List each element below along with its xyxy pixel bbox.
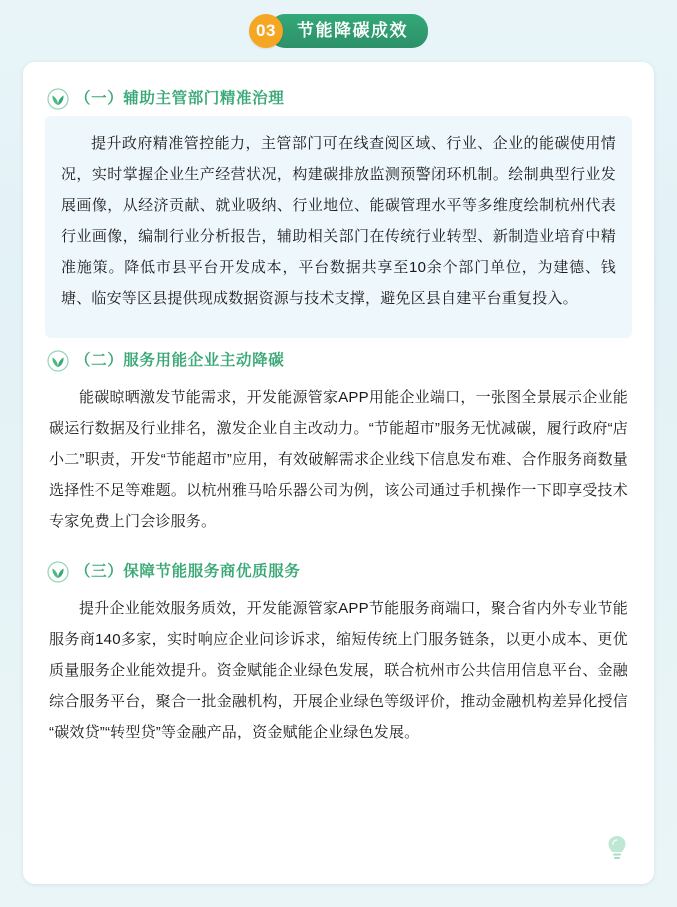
section-three-heading: （三）保障节能服务商优质服务 <box>75 563 301 580</box>
section-two <box>43 340 634 549</box>
leaf-icon <box>47 350 69 372</box>
page-title: 节能降碳成效 <box>269 14 428 48</box>
section-one-body-wrap <box>45 116 632 338</box>
section-three-header <box>43 551 634 589</box>
section-number-badge: 03 <box>249 14 283 48</box>
section-one-header <box>43 78 634 116</box>
lightbulb-icon <box>604 834 630 864</box>
section-two-body: 能碳晾晒激发节能需求，开发能源管家APP用能企业端口，一张图全景展示企业能碳运行数据及行业排名，激发企业自主改动力。“节能超市”服务无忧减碳，履行政府“店小二”职责，开发“节能超市”应用，有效破解需求企业线下信息发布难、合作服务商数量选择性不足等难题。以杭州雅马哈乐器公司为例，该公司通过手机操作一下即享受技术专家免费上门会诊服务。 <box>49 389 628 530</box>
section-two-header <box>43 340 634 378</box>
section-three <box>43 551 634 760</box>
section-two-heading: （二）服务用能企业主动降碳 <box>75 352 285 369</box>
leaf-icon <box>47 561 69 583</box>
section-one <box>43 78 634 338</box>
section-three-body: 提升企业能效服务质效，开发能源管家APP节能服务商端口，聚合省内外专业节能服务商140多家，实时响应企业问诊诉求，缩短传统上门服务链条，以更小成本、更优质量服务企业能效提升。资金赋能企业绿色发展，联合杭州市公共信用信息平台、金融综合服务平台，聚合一批金融机构，开展企业绿色等级评价，推动金融机构差异化授信“碳效贷”“转型贷”等金融产品，资金赋能企业绿色发展。 <box>49 600 628 741</box>
content-card <box>23 62 654 884</box>
section-one-body: 提升政府精准管控能力，主管部门可在线查阅区域、行业、企业的能碳使用情况，实时掌握企业生产经营状况，构建碳排放监测预警闭环机制。绘制典型行业发展画像，从经济贡献、就业吸纳、行业地位、能碳管理水平等多维度绘制杭州代表行业画像，编制行业分析报告，辅助相关部门在传统行业转型、新制造业培育中精准施策。降低市县平台开发成本，平台数据共享至10余个部门单位，为建德、钱塘、临安等区县提供现成数据资源与技术支撑，避免区县自建平台重复投入。 <box>61 135 616 307</box>
section-one-heading: （一）辅助主管部门精准治理 <box>75 90 285 107</box>
leaf-icon <box>47 88 69 110</box>
page-header <box>0 0 677 62</box>
